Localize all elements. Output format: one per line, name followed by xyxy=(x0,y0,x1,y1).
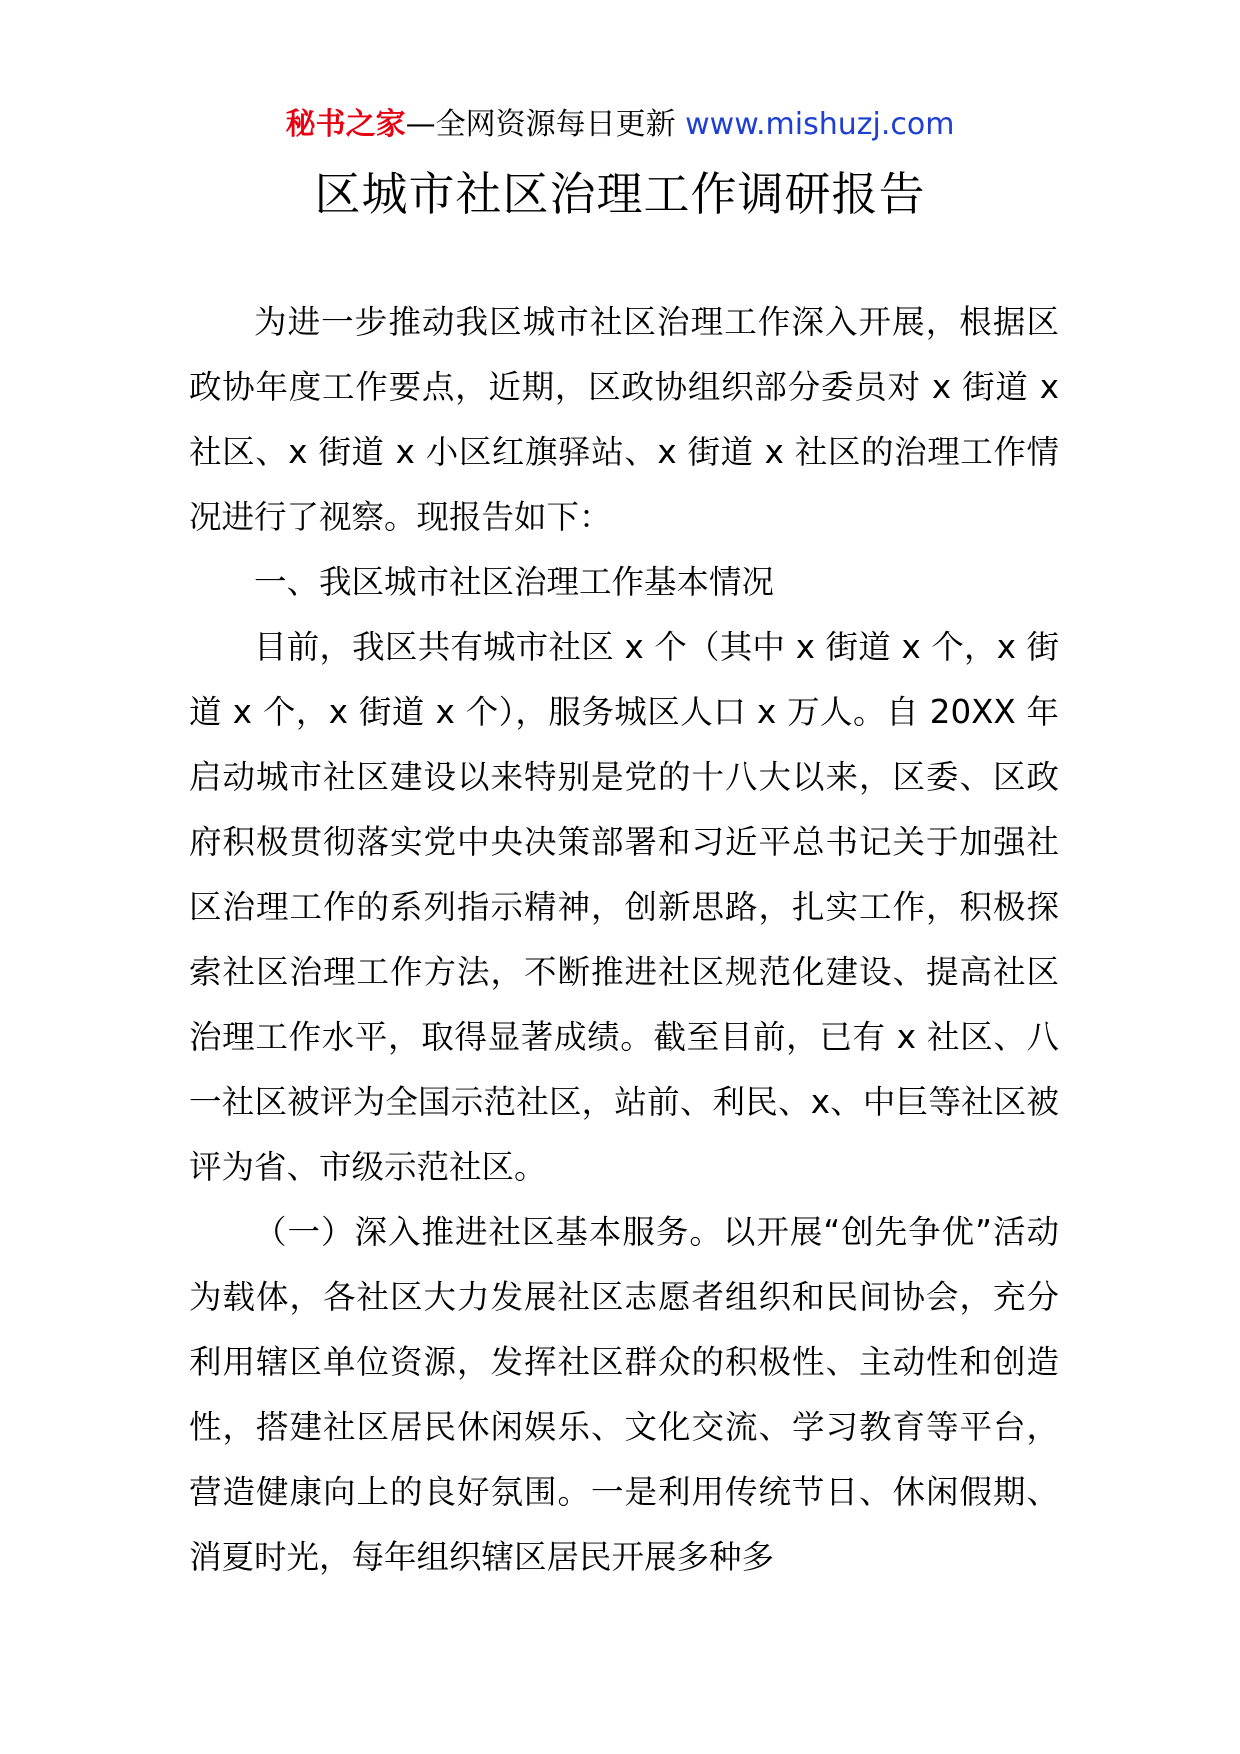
intro-paragraph: 为进一步推动我区城市社区治理工作深入开展，根据区政协年度工作要点，近期，区政协组织部分委员对 x 街道 x 社区、x 街道 x 小区红旗驿站、x 街道 x 社区的治理工作情况进行了视察。现报告如下： xyxy=(189,303,1059,536)
site-url-link[interactable]: www.mishuzj.com xyxy=(685,107,955,142)
section-heading-1: 一、我区城市社区治理工作基本情况 xyxy=(254,563,775,601)
brand-name: 秘书之家 xyxy=(285,107,406,142)
document-body xyxy=(189,290,1059,1590)
subsection-paragraph-1: （一）深入推进社区基本服务。以开展“创先争优”活动为载体，各社区大力发展社区志愿者组织和民间协会，充分利用辖区单位资源，发挥社区群众的积极性、主动性和创造性，搭建社区居民休闲娱乐、文化交流、学习教育等平台，营造健康向上的良好氛围。一是利用传统节日、休闲假期、消夏时光，每年组织辖区居民开展多种多 xyxy=(189,1213,1059,1576)
header-tagline: —全网资源每日更新 xyxy=(405,107,686,142)
site-header xyxy=(0,103,1240,147)
overview-paragraph: 目前，我区共有城市社区 x 个（其中 x 街道 x 个，x 街道 x 个，x 街道 x 个），服务城区人口 x 万人。自 20XX 年启动城市社区建设以来特别是党的十八大以来，区委、区政府积极贯彻落实党中央决策部署和习近平总书记关于加强社区治理工作的系列指示精神，创新思路，扎实工作，积极探索社区治理工作方法，不断推进社区规范化建设、提高社区治理工作水平，取得显著成绩。截至目前，已有 x 社区、八一社区被评为全国示范社区，站前、利民、x、中巨等社区被评为省、市级示范社区。 xyxy=(189,628,1059,1186)
document-title: 区城市社区治理工作调研报告 xyxy=(314,167,926,221)
